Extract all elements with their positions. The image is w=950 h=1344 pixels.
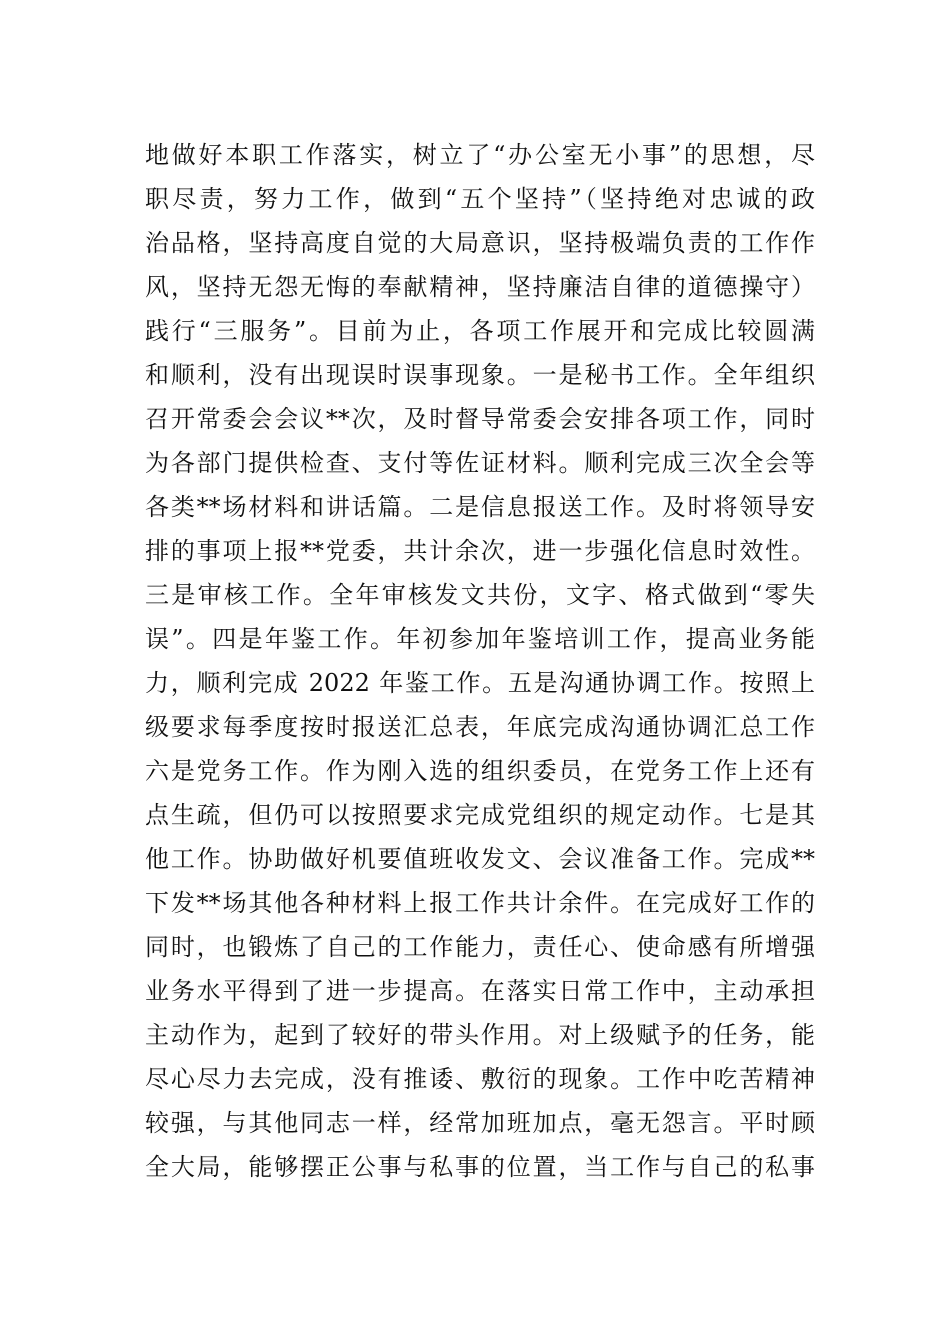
text-line: 和顺利，没有出现误时误事现象。一是秘书工作。全年组织 (145, 361, 815, 389)
text-line: 业务水平得到了进一步提高。在落实日常工作中，主动承担 (145, 977, 815, 1005)
text-line: 为各部门提供检查、支付等佐证材料。顺利完成三次全会等 (145, 449, 815, 477)
text-line: 全大局，能够摆正公事与私事的位置，当工作与自己的私事 (145, 1153, 815, 1181)
text-line: 排的事项上报**党委，共计余次，进一步强化信息时效性。 (145, 537, 815, 565)
text-line: 治品格，坚持高度自觉的大局意识，坚持极端负责的工作作 (145, 229, 815, 257)
text-line: 力，顺利完成 2022 年鉴工作。五是沟通协调工作。按照上 (145, 669, 815, 697)
body-paragraph (145, 133, 815, 1189)
text-line: 六是党务工作。作为刚入选的组织委员，在党务工作上还有 (145, 757, 815, 785)
text-line: 三是审核工作。全年审核发文共份，文字、格式做到“零失 (145, 581, 815, 609)
text-line: 主动作为，起到了较好的带头作用。对上级赋予的任务，能 (145, 1021, 815, 1049)
text-line: 尽心尽力去完成，没有推诿、敷衍的现象。工作中吃苦精神 (145, 1065, 815, 1093)
text-line: 各类**场材料和讲话篇。二是信息报送工作。及时将领导安 (145, 493, 815, 521)
text-line: 他工作。协助做好机要值班收发文、会议准备工作。完成** (145, 845, 815, 873)
text-line: 践行“三服务”。目前为止，各项工作展开和完成比较圆满 (145, 317, 815, 345)
text-line: 地做好本职工作落实，树立了“办公室无小事”的思想，尽 (145, 141, 815, 169)
text-line: 级要求每季度按时报送汇总表，年底完成沟通协调汇总工作 (145, 713, 815, 741)
text-line: 同时，也锻炼了自己的工作能力，责任心、使命感有所增强 (145, 933, 815, 961)
text-line: 风，坚持无怨无悔的奉献精神，坚持廉洁自律的道德操守） (145, 273, 815, 301)
text-line: 点生疏，但仍可以按照要求完成党组织的规定动作。七是其 (145, 801, 815, 829)
text-line: 误”。四是年鉴工作。年初参加年鉴培训工作，提高业务能 (145, 625, 815, 653)
text-line: 下发**场其他各种材料上报工作共计余件。在完成好工作的 (145, 889, 815, 917)
text-line: 召开常委会会议**次，及时督导常委会安排各项工作，同时 (145, 405, 815, 433)
text-line: 较强，与其他同志一样，经常加班加点，毫无怨言。平时顾 (145, 1109, 815, 1137)
text-line: 职尽责，努力工作，做到“五个坚持”（坚持绝对忠诚的政 (145, 185, 815, 213)
